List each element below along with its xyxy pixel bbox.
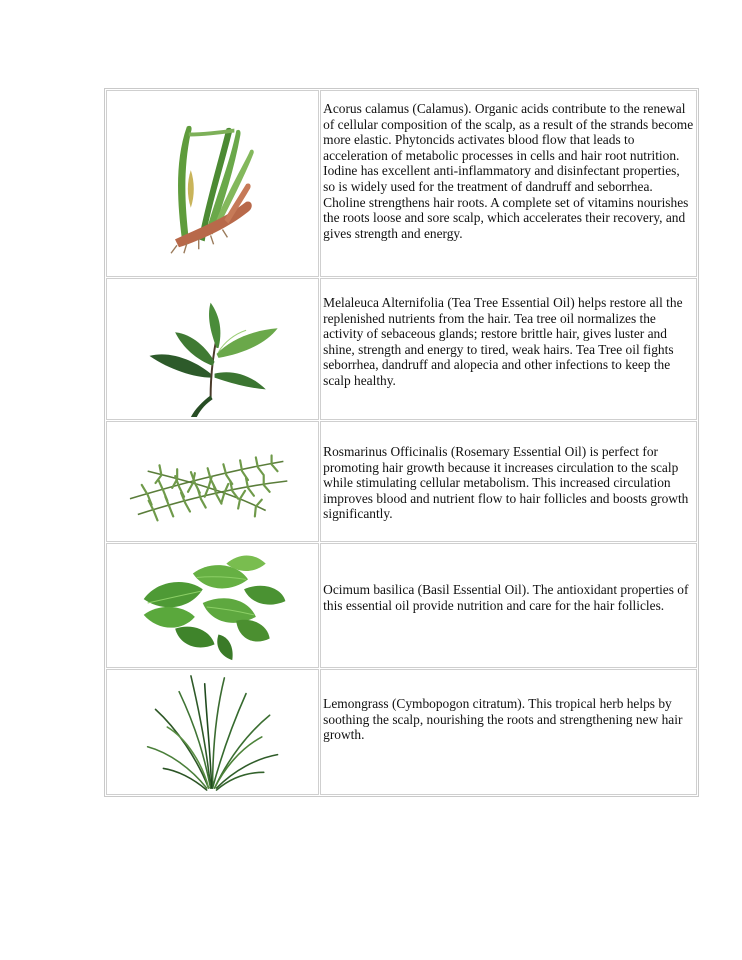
herbs-table xyxy=(104,88,699,797)
herb-description: Ocimum basilica (Basil Essential Oil). The antioxidant properties of this essential oil provide nutrition and care for the hair follicles. xyxy=(323,582,689,613)
herb-description: Melaleuca Alternifolia (Tea Tree Essential Oil) helps restore all the replenished nutrients from the hair. Tea tree oil normalizes the activity of sebaceous glands; restore brittle hair, gives luster and shine, strength and energy to tired, weak hairs. Tea Tree oil fights seborrhea, dandruff and alopecia and other infections to keep the scalp healthy. xyxy=(323,295,683,388)
table-row xyxy=(106,90,697,277)
image-cell xyxy=(106,90,319,277)
tea-tree-leaves-icon xyxy=(107,279,318,419)
herb-description: Rosmarinus Officinalis (Rosemary Essential Oil) is perfect for promoting hair growth because it increases circulation to the scalp while stimulating cellular metabolism. This increased circulation improves blood and nutrient flow to hair follicles and boosts growth significantly. xyxy=(323,444,689,522)
image-cell xyxy=(106,669,319,795)
description-cell xyxy=(320,543,697,668)
calamus-plant-icon xyxy=(107,91,318,276)
lemongrass-clump-icon xyxy=(107,670,318,794)
basil-leaves-icon xyxy=(107,544,318,667)
description-cell xyxy=(320,278,697,420)
image-cell xyxy=(106,278,319,420)
table-row xyxy=(106,543,697,668)
image-cell xyxy=(106,543,319,668)
description-cell xyxy=(320,90,697,277)
herb-description: Lemongrass (Cymbopogon citratum). This tropical herb helps by soothing the scalp, nourishing the roots and strengthening new hair growth. xyxy=(323,696,683,743)
table-row xyxy=(106,278,697,420)
table-row xyxy=(106,669,697,795)
description-cell xyxy=(320,421,697,542)
herb-description: Acorus calamus (Calamus). Organic acids contribute to the renewal of cellular composition of the scalp, as a result of the strands become more elastic. Phytoncids activates blood flow that leads to acceleration of metabolic processes in cells and hair root nutrition. Iodine has excellent anti-inflammatory and disinfectant properties, so is widely used for the treatment of dandruff and seborrhea. Choline strengthens hair roots. A complete set of vitamins nourishes the roots loose and sore scalp, which accelerates their recovery, and gives strength and energy. xyxy=(323,101,694,241)
rosemary-sprigs-icon xyxy=(107,422,318,541)
description-cell xyxy=(320,669,697,795)
image-cell xyxy=(106,421,319,542)
table-row xyxy=(106,421,697,542)
